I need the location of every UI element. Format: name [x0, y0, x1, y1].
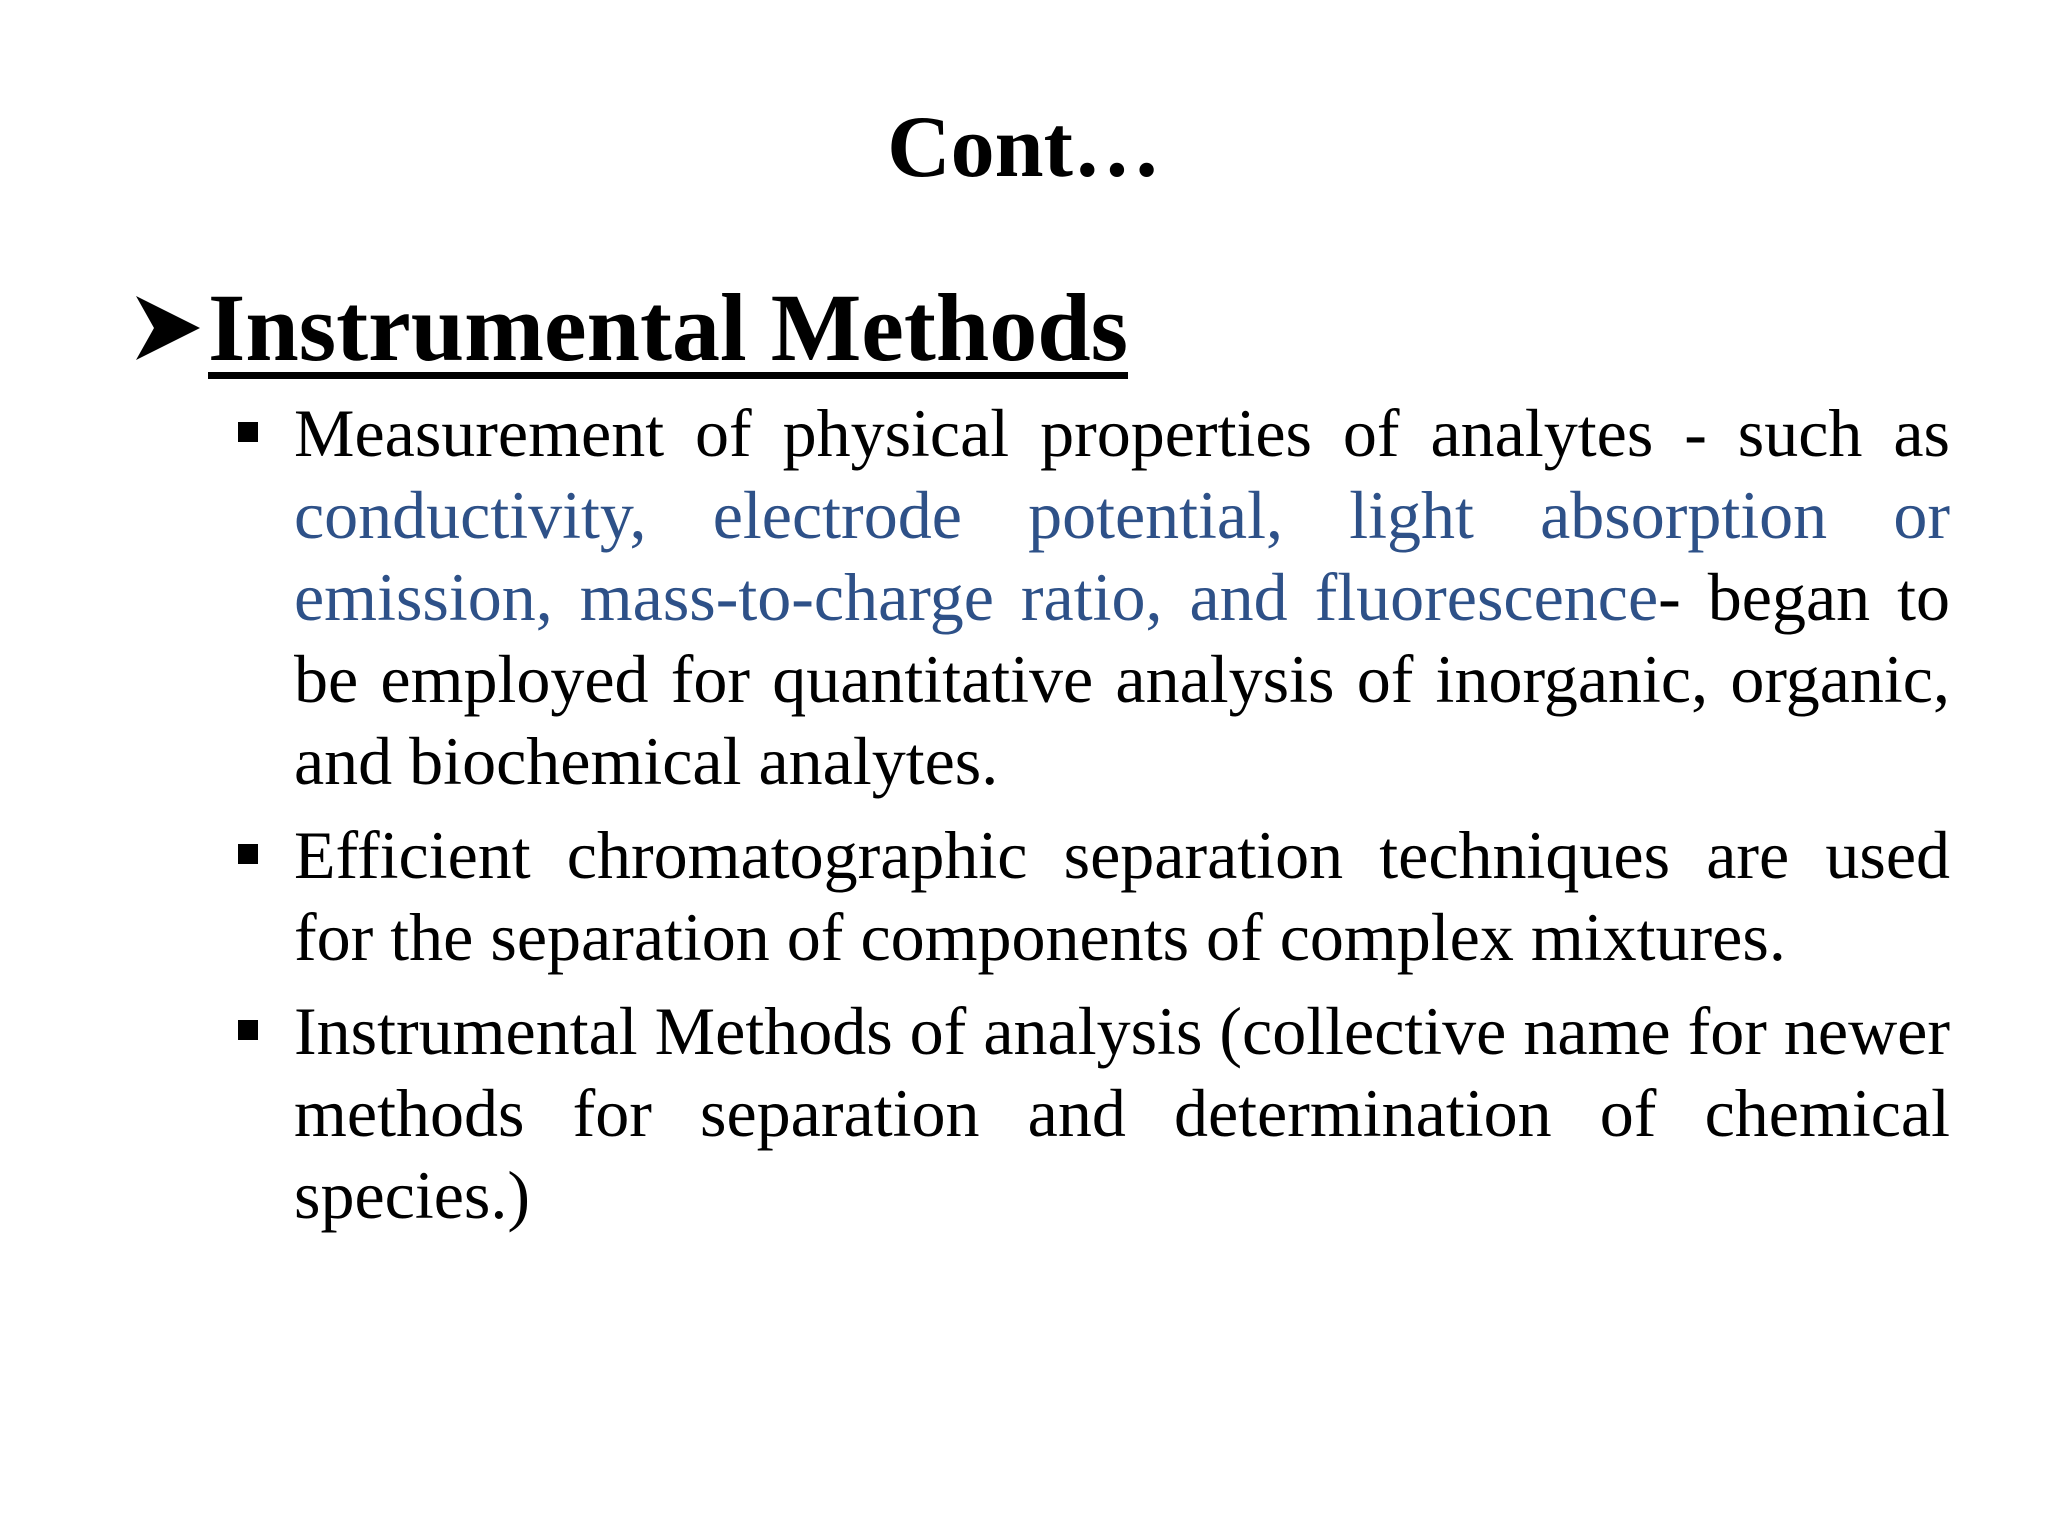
bullet-list [226, 392, 1950, 1248]
bullet-1-text-before: Measurement of physical properties of analytes - such as [294, 395, 1950, 471]
section-heading [132, 272, 1128, 384]
bullet-item-3 [226, 990, 1950, 1236]
square-bullet-icon [238, 1020, 258, 1040]
square-bullet-icon [238, 422, 258, 442]
square-bullet-icon [238, 844, 258, 864]
slide-title: Cont… [887, 99, 1161, 196]
bullet-item-2 [226, 814, 1950, 978]
section-heading-text: Instrumental Methods [208, 274, 1129, 381]
bullet-item-1 [226, 392, 1950, 802]
bullet-1-text-after: - began to be employed for quantitative analysis of inorganic, organic, and biochemical analytes. [294, 559, 1950, 799]
arrowhead-bullet-icon [132, 288, 204, 368]
bullet-3-text: Instrumental Methods of analysis (collective name for newer methods for separation and determination of chemical species.) [294, 993, 1951, 1233]
bullet-1-highlight: conductivity, electrode potential, light absorption or emission, mass-to-charge ratio, and fluorescence [294, 477, 1950, 635]
bullet-2-text: Efficient chromatographic separation techniques are used for the separation of components of complex mixtures. [294, 817, 1950, 975]
